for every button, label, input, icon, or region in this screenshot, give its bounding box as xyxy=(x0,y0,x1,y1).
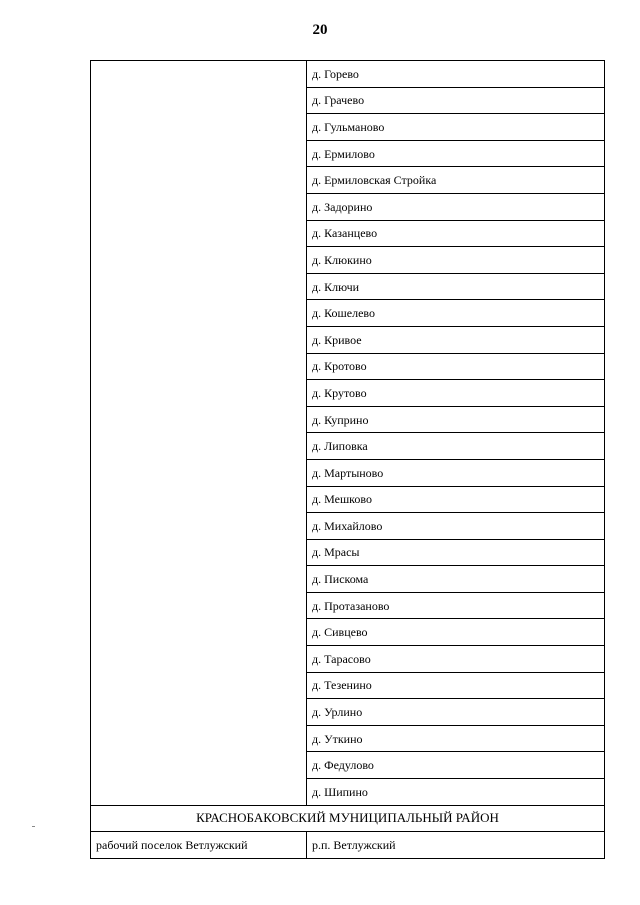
settlement-cell: д. Липовка xyxy=(307,433,605,460)
settlement-cell: д. Ключи xyxy=(307,273,605,300)
settlement-cell: д. Кошелево xyxy=(307,300,605,327)
page-number: 20 xyxy=(312,22,328,38)
settlement-cell: д. Тарасово xyxy=(307,646,605,673)
settlement-cell: д. Мартыново xyxy=(307,459,605,486)
settlement-cell: д. Казанцево xyxy=(307,220,605,247)
settlements-table xyxy=(90,60,605,859)
table-row xyxy=(91,61,605,88)
table-row xyxy=(91,832,605,859)
settlement-cell: д. Куприно xyxy=(307,406,605,433)
settlement-cell: д. Мрасы xyxy=(307,539,605,566)
settlement-cell: д. Урлино xyxy=(307,699,605,726)
settlement-cell: д. Клюкино xyxy=(307,247,605,274)
scan-speck xyxy=(32,826,35,827)
settlement-cell: д. Грачево xyxy=(307,87,605,114)
district-header: КРАСНОБАКОВСКИЙ МУНИЦИПАЛЬНЫЙ РАЙОН xyxy=(91,805,605,832)
settlement-cell: д. Гульманово xyxy=(307,114,605,141)
settlement-cell: д. Пискома xyxy=(307,566,605,593)
settlement-cell: д. Шипино xyxy=(307,779,605,806)
settlement-cell: д. Федулово xyxy=(307,752,605,779)
settlement-cell: д. Тезенино xyxy=(307,672,605,699)
settlement-cell: д. Задорино xyxy=(307,193,605,220)
municipality-cell-empty xyxy=(91,61,307,806)
settlement-cell: д. Сивцево xyxy=(307,619,605,646)
settlement-cell: д. Горево xyxy=(307,61,605,88)
settlements-table-body xyxy=(91,61,605,859)
municipality-cell: рабочий поселок Ветлужский xyxy=(91,832,307,859)
settlement-cell: р.п. Ветлужский xyxy=(307,832,605,859)
settlement-cell: д. Ермилово xyxy=(307,140,605,167)
settlement-cell: д. Протазаново xyxy=(307,592,605,619)
settlement-cell: д. Уткино xyxy=(307,725,605,752)
settlement-cell: д. Михайлово xyxy=(307,513,605,540)
settlement-cell: д. Ермиловская Стройка xyxy=(307,167,605,194)
settlement-cell: д. Кротово xyxy=(307,353,605,380)
settlement-cell: д. Кривое xyxy=(307,326,605,353)
settlement-cell: д. Мешково xyxy=(307,486,605,513)
district-header-row xyxy=(91,805,605,832)
settlement-cell: д. Крутово xyxy=(307,380,605,407)
